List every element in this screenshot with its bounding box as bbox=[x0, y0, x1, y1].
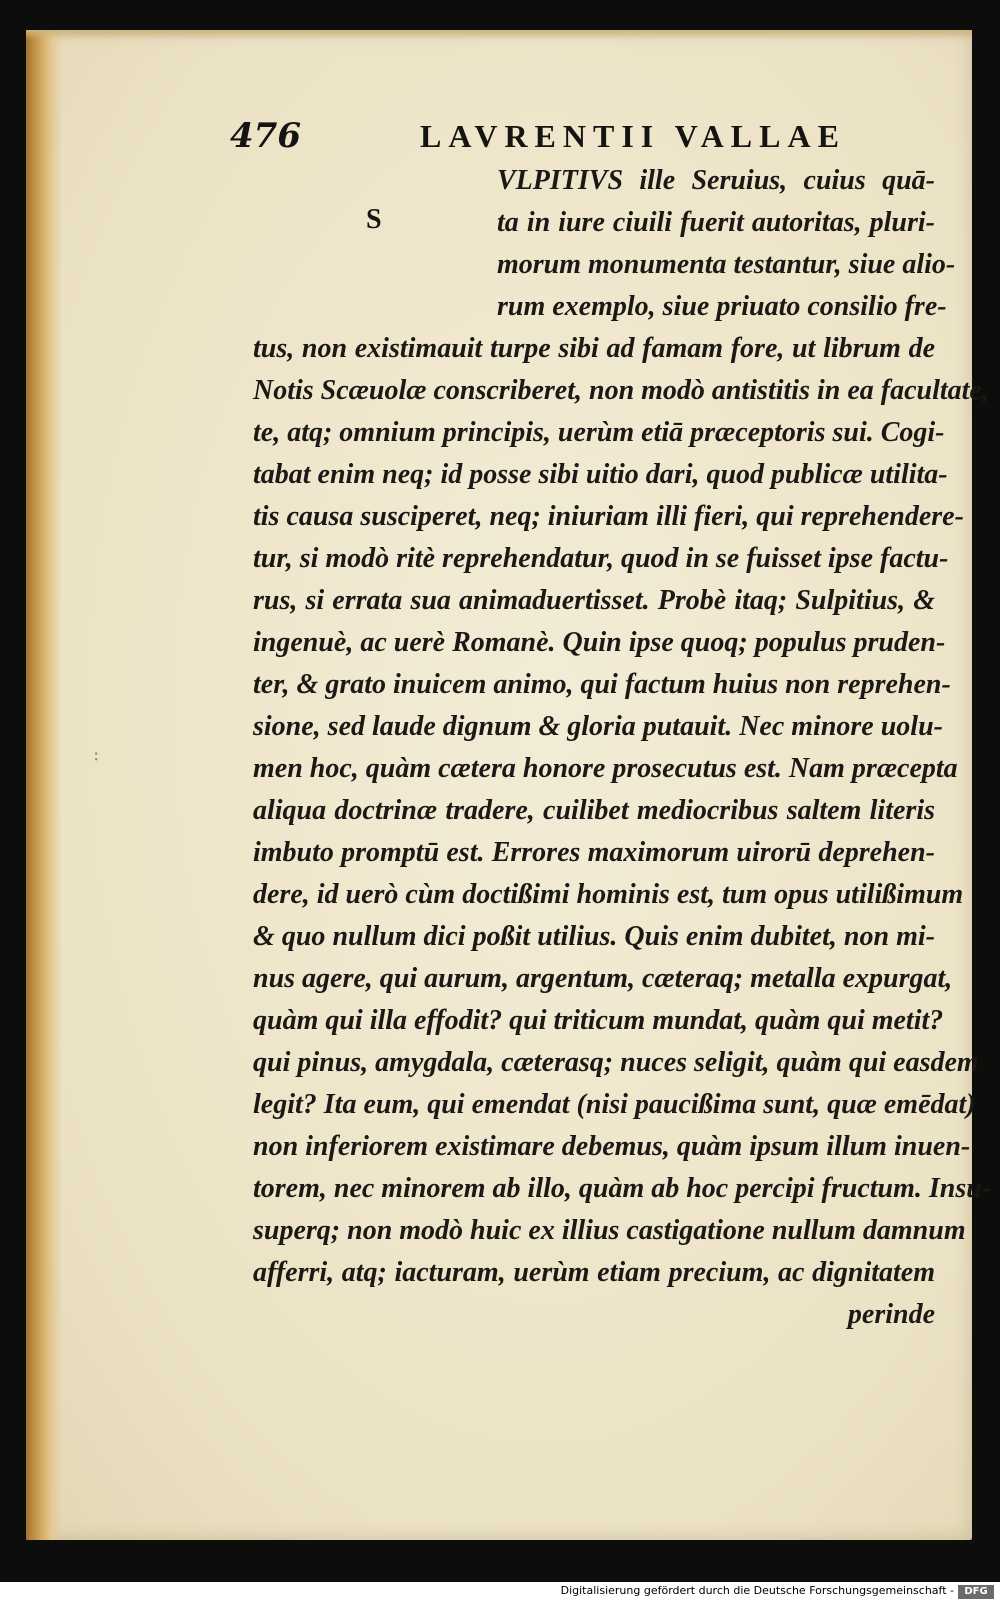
page-edge bbox=[26, 30, 62, 1540]
text-line: rus, si errata sua animaduertisset. Probè itaq; Sulpitius, & bbox=[253, 585, 935, 616]
text-line: tis causa susciperet, neq; iniuriam illi fieri, qui reprehendere- bbox=[253, 501, 964, 532]
text-line: VLPITIVS ille Seruius, cuius quā- bbox=[497, 165, 935, 196]
text-line: non inferiorem existimare debemus, quàm ipsum illum inuen- bbox=[253, 1131, 971, 1162]
page-number: 476 bbox=[230, 116, 301, 156]
text-line: Notis Scæuolæ conscriberet, non modò antistitis in ea facultate, bbox=[253, 375, 989, 406]
running-head-title: LAVRENTII VALLAE bbox=[420, 118, 846, 154]
text-line: torem, nec minorem ab illo, quàm ab hoc percipi fructum. Insu- bbox=[253, 1173, 992, 1204]
text-line: quàm qui illa effodit? qui triticum mundat, quàm qui metit? bbox=[253, 1005, 944, 1036]
text-line: legit? Ita eum, qui emendat (nisi paucißima sunt, quæ emēdat) bbox=[253, 1089, 976, 1120]
text-line: te, atq; omnium principis, uerùm etiā præceptoris sui. Cogi- bbox=[253, 417, 945, 448]
catchword: perinde bbox=[847, 1299, 935, 1330]
text-line: tus, non existimauit turpe sibi ad famam fore, ut librum de bbox=[253, 333, 935, 364]
running-head bbox=[0, 116, 1000, 156]
text-line: rum exemplo, siue priuato consilio fre- bbox=[497, 291, 947, 322]
text-line: & quo nullum dici poßit utilius. Quis enim dubitet, non mi- bbox=[253, 921, 935, 952]
text-line: men hoc, quàm cætera honore prosecutus est. Nam præcepta bbox=[253, 753, 958, 784]
text-line: nus agere, qui aurum, argentum, cæteraq; metalla expurgat, bbox=[253, 963, 953, 994]
text-line: dere, id uerò cùm doctißimi hominis est, tum opus utilißimum bbox=[253, 879, 964, 910]
footer-bar bbox=[0, 1582, 1000, 1602]
text-line: ter, & grato inuicem animo, qui factum huius non reprehen- bbox=[253, 669, 951, 700]
text-line: aliqua doctrinæ tradere, cuilibet mediocribus saltem literis bbox=[253, 795, 935, 826]
text-line: sione, sed laude dignum & gloria putauit. Nec minore uolu- bbox=[253, 711, 943, 742]
dfg-logo: DFG bbox=[958, 1585, 994, 1599]
text-line: superq; non modò huic ex illius castigatione nullum damnum bbox=[253, 1215, 966, 1246]
text-line: qui pinus, amygdala, cæterasq; nuces seligit, quàm qui easdem bbox=[253, 1047, 979, 1078]
text-line: afferri, atq; iacturam, uerùm etiam precium, ac dignitatem bbox=[253, 1257, 935, 1288]
text-line: morum monumenta testantur, siue alio- bbox=[497, 249, 956, 280]
text-line: tabat enim neq; id posse sibi uitio dari, quod publicæ utilita- bbox=[253, 459, 948, 490]
drop-initial: S bbox=[366, 204, 382, 235]
margin-mark: ·· bbox=[85, 750, 107, 763]
footer-credit: Digitalisierung gefördert durch die Deutsche Forschungsgemeinschaft - bbox=[560, 1584, 954, 1597]
text-line: ingenuè, ac uerè Romanè. Quin ipse quoq; populus pruden- bbox=[253, 627, 946, 658]
page-top-edge bbox=[26, 30, 972, 40]
text-line: imbuto promptū est. Errores maximorum uirorū deprehen- bbox=[253, 837, 935, 868]
text-line: ta in iure ciuili fuerit autoritas, pluri- bbox=[497, 207, 935, 238]
text-line: tur, si modò ritè reprehendatur, quod in se fuisset ipse factu- bbox=[253, 543, 949, 574]
